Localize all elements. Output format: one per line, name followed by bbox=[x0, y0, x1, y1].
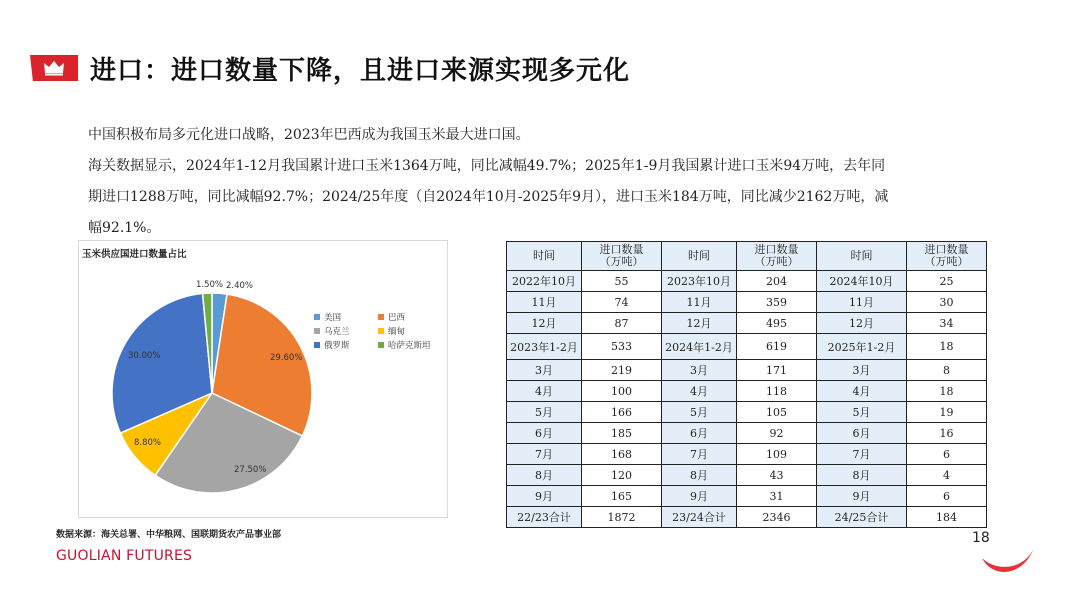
table-row bbox=[507, 465, 987, 486]
intro-line-4: 幅92.1%。 bbox=[88, 220, 161, 236]
title-bar bbox=[30, 48, 630, 88]
table-cell-quantity: 171 bbox=[737, 360, 817, 381]
table-cell-quantity: 43 bbox=[737, 465, 817, 486]
table-cell-quantity: 118 bbox=[737, 381, 817, 402]
legend-label: 哈萨克斯坦 bbox=[388, 341, 431, 351]
table-cell-quantity: 109 bbox=[737, 444, 817, 465]
table-cell-quantity: 8 bbox=[907, 360, 987, 381]
table-cell-quantity: 1872 bbox=[582, 507, 662, 528]
slice-label: 27.50% bbox=[234, 465, 267, 475]
legend-swatch bbox=[378, 314, 384, 320]
table-cell-quantity: 165 bbox=[582, 486, 662, 507]
legend-swatch bbox=[314, 314, 320, 320]
table-cell-quantity: 533 bbox=[582, 334, 662, 360]
header-quantity bbox=[582, 242, 662, 271]
table-cell-quantity: 74 bbox=[582, 292, 662, 313]
table-cell-time: 5月 bbox=[662, 402, 737, 423]
crown-icon bbox=[43, 60, 65, 76]
table-row bbox=[507, 360, 987, 381]
table-cell-quantity: 30 bbox=[907, 292, 987, 313]
legend-label: 乌克兰 bbox=[324, 327, 350, 337]
table-cell-quantity: 87 bbox=[582, 313, 662, 334]
table-cell-quantity: 2346 bbox=[737, 507, 817, 528]
table-cell-time: 24/25合计 bbox=[817, 507, 907, 528]
table-row bbox=[507, 313, 987, 334]
header-quantity-text: 进口数量 （万吨） bbox=[599, 243, 644, 268]
table-cell-time: 11月 bbox=[662, 292, 737, 313]
table-row bbox=[507, 271, 987, 292]
table-cell-quantity: 19 bbox=[907, 402, 987, 423]
table-cell-quantity: 6 bbox=[907, 486, 987, 507]
slice-label: 8.80% bbox=[134, 438, 162, 448]
legend-label: 缅甸 bbox=[388, 327, 406, 337]
crown-logo bbox=[30, 55, 78, 81]
table-cell-quantity: 31 bbox=[737, 486, 817, 507]
table-cell-time: 22/23合计 bbox=[507, 507, 582, 528]
table-cell-quantity: 359 bbox=[737, 292, 817, 313]
table-cell-quantity: 495 bbox=[737, 313, 817, 334]
page-number: 18 bbox=[972, 530, 990, 546]
table-cell-quantity: 4 bbox=[907, 465, 987, 486]
header-time: 时间 bbox=[817, 242, 907, 271]
table-cell-time: 9月 bbox=[507, 486, 582, 507]
table-header-row bbox=[507, 242, 987, 271]
table-cell-time: 2024年10月 bbox=[817, 271, 907, 292]
table-cell-time: 2022年10月 bbox=[507, 271, 582, 292]
table-cell-time: 7月 bbox=[817, 444, 907, 465]
table-cell-time: 12月 bbox=[507, 313, 582, 334]
slice-label: 30.00% bbox=[128, 351, 161, 361]
header-time: 时间 bbox=[507, 242, 582, 271]
table-row bbox=[507, 486, 987, 507]
table-row bbox=[507, 334, 987, 360]
table-cell-time: 7月 bbox=[507, 444, 582, 465]
table-cell-quantity: 25 bbox=[907, 271, 987, 292]
legend-swatch bbox=[378, 328, 384, 334]
header-quantity-text: 进口数量 （万吨） bbox=[924, 243, 969, 268]
legend-swatch bbox=[314, 328, 320, 334]
table-cell-quantity: 619 bbox=[737, 334, 817, 360]
page-title: 进口：进口数量下降，且进口来源实现多元化 bbox=[90, 55, 631, 86]
table-cell-time: 12月 bbox=[817, 313, 907, 334]
table-cell-time: 7月 bbox=[662, 444, 737, 465]
header-quantity bbox=[737, 242, 817, 271]
table-cell-time: 11月 bbox=[817, 292, 907, 313]
table-cell-time: 8月 bbox=[817, 465, 907, 486]
slice-label: 1.50% bbox=[196, 280, 224, 290]
data-source: 数据来源：海关总署、中华粮网、国联期货农产品事业部 bbox=[56, 530, 282, 540]
header-quantity bbox=[907, 242, 987, 271]
table-cell-quantity: 105 bbox=[737, 402, 817, 423]
slice-label: 29.60% bbox=[270, 353, 303, 363]
table-cell-time: 2025年1-2月 bbox=[817, 334, 907, 360]
table-cell-quantity: 34 bbox=[907, 313, 987, 334]
table-cell-time: 4月 bbox=[662, 381, 737, 402]
swoosh-icon bbox=[978, 540, 1038, 580]
table-row bbox=[507, 292, 987, 313]
table-cell-quantity: 120 bbox=[582, 465, 662, 486]
legend-label: 美国 bbox=[324, 313, 342, 323]
table-cell-quantity: 6 bbox=[907, 444, 987, 465]
table-cell-time: 6月 bbox=[507, 423, 582, 444]
header-quantity-text: 进口数量 （万吨） bbox=[754, 243, 799, 268]
table-cell-time: 4月 bbox=[507, 381, 582, 402]
import-table bbox=[506, 241, 987, 528]
brand-logo-text: GUOLIAN FUTURES bbox=[56, 548, 193, 564]
table-cell-time: 6月 bbox=[817, 423, 907, 444]
table-cell-time: 3月 bbox=[817, 360, 907, 381]
legend-label: 俄罗斯 bbox=[324, 341, 350, 351]
table-cell-quantity: 204 bbox=[737, 271, 817, 292]
table-cell-time: 9月 bbox=[662, 486, 737, 507]
legend-swatch bbox=[314, 342, 320, 348]
table-cell-time: 2024年1-2月 bbox=[662, 334, 737, 360]
table-row bbox=[507, 444, 987, 465]
table-cell-quantity: 18 bbox=[907, 334, 987, 360]
table-cell-time: 3月 bbox=[662, 360, 737, 381]
table-cell-quantity: 185 bbox=[582, 423, 662, 444]
table-cell-time: 6月 bbox=[662, 423, 737, 444]
table-cell-time: 2023年1-2月 bbox=[507, 334, 582, 360]
intro-line-3: 期进口1288万吨，同比减幅92.7%；2024/25年度（自2024年10月-2025年9月），进口玉米184万吨，同比减少2162万吨，减 bbox=[88, 189, 889, 205]
legend-swatch bbox=[378, 342, 384, 348]
table-cell-quantity: 219 bbox=[582, 360, 662, 381]
table-cell-time: 12月 bbox=[662, 313, 737, 334]
intro-line-1: 中国积极布局多元化进口战略，2023年巴西成为我国玉米最大进口国。 bbox=[88, 127, 530, 143]
intro-text bbox=[88, 120, 948, 244]
table-cell-quantity: 18 bbox=[907, 381, 987, 402]
table-cell-time: 11月 bbox=[507, 292, 582, 313]
table-cell-quantity: 184 bbox=[907, 507, 987, 528]
table-cell-quantity: 168 bbox=[582, 444, 662, 465]
legend-label: 巴西 bbox=[388, 313, 406, 323]
table-row bbox=[507, 402, 987, 423]
table-cell-quantity: 55 bbox=[582, 271, 662, 292]
table-cell-quantity: 16 bbox=[907, 423, 987, 444]
chart-title: 玉米供应国进口数量占比 bbox=[82, 249, 187, 260]
table-row bbox=[507, 423, 987, 444]
table-cell-quantity: 166 bbox=[582, 402, 662, 423]
table-cell-time: 5月 bbox=[817, 402, 907, 423]
slice-label: 2.40% bbox=[226, 281, 254, 291]
table-cell-time: 4月 bbox=[817, 381, 907, 402]
table-cell-time: 3月 bbox=[507, 360, 582, 381]
table-cell-time: 9月 bbox=[817, 486, 907, 507]
header-time: 时间 bbox=[662, 242, 737, 271]
table-cell-quantity: 100 bbox=[582, 381, 662, 402]
pie-chart bbox=[78, 240, 446, 516]
table-row bbox=[507, 381, 987, 402]
table-cell-time: 8月 bbox=[662, 465, 737, 486]
intro-line-2: 海关数据显示，2024年1-12月我国累计进口玉米1364万吨，同比减幅49.7%；2025年1-9月我国累计进口玉米94万吨，去年同 bbox=[88, 158, 886, 174]
table-cell-quantity: 92 bbox=[737, 423, 817, 444]
table-row bbox=[507, 507, 987, 528]
table-cell-time: 2023年10月 bbox=[662, 271, 737, 292]
table-cell-time: 8月 bbox=[507, 465, 582, 486]
table-cell-time: 5月 bbox=[507, 402, 582, 423]
table-cell-time: 23/24合计 bbox=[662, 507, 737, 528]
